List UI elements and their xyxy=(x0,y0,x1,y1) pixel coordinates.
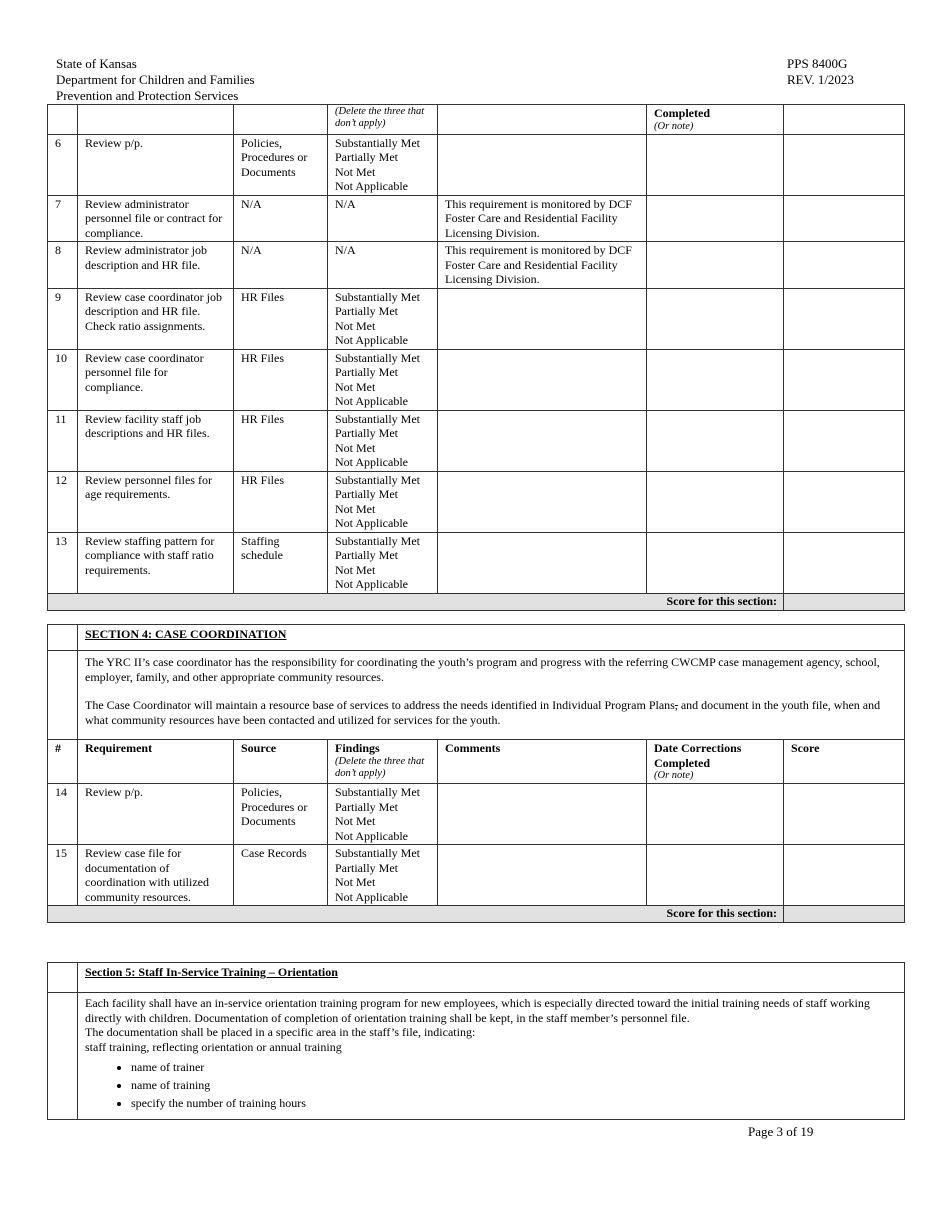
row-score[interactable] xyxy=(784,134,905,195)
row-score[interactable] xyxy=(784,410,905,471)
score-row: Score for this section: xyxy=(48,906,905,923)
col-number: # xyxy=(48,740,78,784)
finding-option[interactable]: Not Applicable xyxy=(335,516,408,530)
row-source: HR Files xyxy=(234,471,328,532)
finding-option[interactable]: Partially Met xyxy=(335,860,398,875)
finding-option[interactable]: Not Met xyxy=(335,440,376,455)
table-row xyxy=(48,784,905,845)
row-source: Case Records xyxy=(234,845,328,906)
section-intro-row xyxy=(48,651,905,740)
row-source: N/A xyxy=(234,242,328,289)
row-source: HR Files xyxy=(234,288,328,349)
header-form-number: PPS 8400G xyxy=(787,56,848,71)
table-row xyxy=(48,532,905,593)
table-row xyxy=(48,349,905,410)
finding-option[interactable]: Not Met xyxy=(335,562,376,577)
row-number: 13 xyxy=(48,532,78,593)
table-row xyxy=(48,242,905,289)
table-row xyxy=(48,288,905,349)
finding-option[interactable]: Not Met xyxy=(335,814,376,828)
page-number: Page 3 of 19 xyxy=(748,1124,814,1139)
score-row: Score for this section: xyxy=(48,593,905,610)
row-comments[interactable]: This requirement is monitored by DCF Foster Care and Residential Facility Licensing Division. xyxy=(438,195,647,242)
document-header-left xyxy=(56,56,255,104)
row-date-corrections[interactable] xyxy=(647,845,784,906)
row-findings[interactable] xyxy=(328,410,438,471)
row-requirement: Review staffing pattern for compliance with staff ratio requirements. xyxy=(78,532,234,593)
finding-option[interactable]: Partially Met xyxy=(335,150,398,164)
row-number: 14 xyxy=(48,784,78,845)
finding-option[interactable]: Not Applicable xyxy=(335,333,408,347)
finding-option[interactable]: Partially Met xyxy=(335,365,398,379)
row-findings[interactable] xyxy=(328,471,438,532)
column-header-row xyxy=(48,740,905,784)
section5-paragraph-1: Each facility shall have an in-service orientation training program for new employees, which is especially directed toward the initial training needs of staff working directly with children. Documentation of completion of orientation training shall be kept, in the staff member’s personnel file. xyxy=(85,996,870,1025)
finding-option[interactable]: Substantially Met xyxy=(335,533,420,548)
row-comments[interactable] xyxy=(438,471,647,532)
finding-option[interactable]: Partially Met xyxy=(335,487,398,501)
row-requirement: Review case coordinator job description and HR file. Check ratio assignments. xyxy=(78,288,234,349)
row-date-corrections[interactable] xyxy=(647,410,784,471)
row-source: Policies, Procedures or Documents xyxy=(234,784,328,845)
row-date-corrections[interactable] xyxy=(647,349,784,410)
finding-option[interactable]: Partially Met xyxy=(335,548,398,562)
finding-option[interactable]: N/A xyxy=(335,196,356,211)
table-continued-header-row xyxy=(48,105,905,135)
section-intro-row xyxy=(48,993,905,1120)
row-requirement: Review case coordinator personnel file for compliance. xyxy=(78,349,234,410)
finding-option[interactable]: Partially Met xyxy=(335,799,398,814)
row-findings[interactable] xyxy=(328,784,438,845)
finding-option[interactable]: Not Applicable xyxy=(335,455,408,469)
finding-option[interactable]: Not Applicable xyxy=(335,828,408,843)
row-number: 7 xyxy=(48,195,78,242)
row-date-corrections[interactable] xyxy=(647,471,784,532)
row-source: Staffing schedule xyxy=(234,532,328,593)
row-date-corrections[interactable] xyxy=(647,242,784,289)
header-state: State of Kansas xyxy=(56,56,137,71)
row-date-corrections[interactable] xyxy=(647,195,784,242)
row-date-corrections[interactable] xyxy=(647,134,784,195)
training-documentation-list xyxy=(85,1058,898,1112)
section5-table xyxy=(47,962,905,1120)
row-score[interactable] xyxy=(784,242,905,289)
row-date-corrections[interactable] xyxy=(647,784,784,845)
score-label: Score for this section xyxy=(666,593,773,608)
row-score[interactable] xyxy=(784,845,905,906)
table-row xyxy=(48,471,905,532)
row-date-corrections[interactable] xyxy=(647,288,784,349)
list-item: • name of trainer xyxy=(131,1058,898,1076)
finding-option[interactable]: Not Met xyxy=(335,318,376,333)
row-number: 15 xyxy=(48,845,78,906)
findings-note: (Delete the three that don’t apply) xyxy=(335,106,425,129)
row-findings[interactable] xyxy=(328,242,438,289)
row-date-corrections[interactable] xyxy=(647,532,784,593)
finding-option[interactable]: Not Applicable xyxy=(335,889,408,904)
finding-option[interactable]: Substantially Met xyxy=(335,411,420,426)
section3-requirements-table xyxy=(47,104,905,611)
header-division: Prevention and Protection Services xyxy=(56,88,239,103)
finding-option[interactable]: Not Applicable xyxy=(335,577,408,591)
row-comments[interactable] xyxy=(438,845,647,906)
table-row xyxy=(48,410,905,471)
row-score[interactable] xyxy=(784,532,905,593)
row-findings[interactable] xyxy=(328,845,438,906)
row-comments[interactable] xyxy=(438,784,647,845)
section4-paragraph-1: The YRC II’s case coordinator has the responsibility for coordinating the youth’s program and progress with the referring CWCMP case management agency, school, employer, family, and other appropriate community resources. xyxy=(85,655,880,684)
date-note: (Or note) xyxy=(654,120,694,132)
finding-option[interactable]: Substantially Met xyxy=(335,785,420,799)
finding-option[interactable]: Not Met xyxy=(335,164,376,179)
section-title-row xyxy=(48,625,905,651)
row-requirement: Review administrator job description and HR file. xyxy=(78,242,234,289)
row-findings[interactable] xyxy=(328,532,438,593)
finding-option[interactable]: Partially Met xyxy=(335,304,398,318)
row-source: HR Files xyxy=(234,349,328,410)
row-source: N/A xyxy=(234,195,328,242)
col-findings: Findings (Delete the three that don’t apply) xyxy=(328,740,438,784)
finding-option[interactable]: Substantially Met xyxy=(335,350,420,365)
col-score: Score xyxy=(784,740,905,784)
row-requirement: Review administrator personnel file or contract for compliance. xyxy=(78,195,234,242)
list-item: • name of training xyxy=(131,1076,898,1094)
header-department: Department for Children and Families xyxy=(56,72,255,87)
finding-option[interactable]: N/A xyxy=(335,243,356,257)
section4-table xyxy=(47,624,905,923)
row-source: Policies, Procedures or Documents xyxy=(234,134,328,195)
header-revision: REV. 1/2023 xyxy=(787,72,854,87)
finding-option[interactable]: Not Met xyxy=(335,501,376,516)
finding-option[interactable]: Substantially Met xyxy=(335,472,420,487)
row-requirement: Review p/p. xyxy=(78,134,234,195)
table-row xyxy=(48,134,905,195)
row-comments[interactable] xyxy=(438,410,647,471)
finding-option[interactable]: Not Applicable xyxy=(335,394,408,408)
section5-paragraph-2: The documentation shall be placed in a specific area in the staff’s file, indicating: xyxy=(85,1025,476,1039)
finding-option[interactable]: Not Met xyxy=(335,875,376,889)
section4-paragraph-2: The Case Coordinator will maintain a resource base of services to address the needs identified in Individual Program Plans, and document in the youth file, when and what community resources have been contacted and utilized for services for the youth. xyxy=(85,698,881,727)
row-comments[interactable] xyxy=(438,532,647,593)
finding-option[interactable]: Not Applicable xyxy=(335,179,408,193)
row-comments[interactable]: This requirement is monitored by DCF Foster Care and Residential Facility Licensing Division. xyxy=(438,242,647,289)
section-score-cell[interactable] xyxy=(784,906,905,923)
row-findings[interactable] xyxy=(328,134,438,195)
row-number: 12 xyxy=(48,471,78,532)
row-comments[interactable] xyxy=(438,134,647,195)
finding-option[interactable]: Substantially Met xyxy=(335,135,420,150)
list-item: • specify the number of training hours xyxy=(131,1094,898,1112)
finding-option[interactable]: Partially Met xyxy=(335,426,398,440)
row-number: 11 xyxy=(48,410,78,471)
score-label: Score for this section xyxy=(666,906,773,920)
row-score[interactable] xyxy=(784,471,905,532)
table-row xyxy=(48,195,905,242)
row-score[interactable] xyxy=(784,288,905,349)
row-number: 10 xyxy=(48,349,78,410)
table-row xyxy=(48,845,905,906)
finding-option[interactable]: Substantially Met xyxy=(335,289,420,304)
document-header-right xyxy=(787,56,854,88)
section5-paragraph-3: staff training, reflecting orientation or annual training xyxy=(85,1039,342,1054)
row-requirement: Review p/p. xyxy=(78,784,234,845)
section-score-cell[interactable] xyxy=(784,593,905,610)
row-number: 9 xyxy=(48,288,78,349)
row-score[interactable] xyxy=(784,195,905,242)
row-findings[interactable] xyxy=(328,195,438,242)
row-requirement: Review case file for documentation of coordination with utilized community resources. xyxy=(78,845,234,906)
col-requirement: Requirement xyxy=(78,740,234,784)
row-findings[interactable] xyxy=(328,349,438,410)
section4-title: SECTION 4: CASE COORDINATION xyxy=(85,627,287,641)
row-comments[interactable] xyxy=(438,288,647,349)
col-comments: Comments xyxy=(438,740,647,784)
date-completed-label: Completed xyxy=(654,106,710,120)
row-score[interactable] xyxy=(784,349,905,410)
row-number: 8 xyxy=(48,242,78,289)
row-requirement: Review personnel files for age requirements. xyxy=(78,471,234,532)
row-findings[interactable] xyxy=(328,288,438,349)
finding-option[interactable]: Not Met xyxy=(335,379,376,394)
section-title-row xyxy=(48,963,905,993)
col-date-corrections: Date Corrections Completed (Or note) xyxy=(647,740,784,784)
row-score[interactable] xyxy=(784,784,905,845)
col-source: Source xyxy=(234,740,328,784)
row-source: HR Files xyxy=(234,410,328,471)
section5-title: Section 5: Staff In-Service Training – Orientation xyxy=(85,965,338,979)
row-number: 6 xyxy=(48,134,78,195)
finding-option[interactable]: Substantially Met xyxy=(335,846,420,860)
row-comments[interactable] xyxy=(438,349,647,410)
row-requirement: Review facility staff job descriptions and HR files. xyxy=(78,410,234,471)
